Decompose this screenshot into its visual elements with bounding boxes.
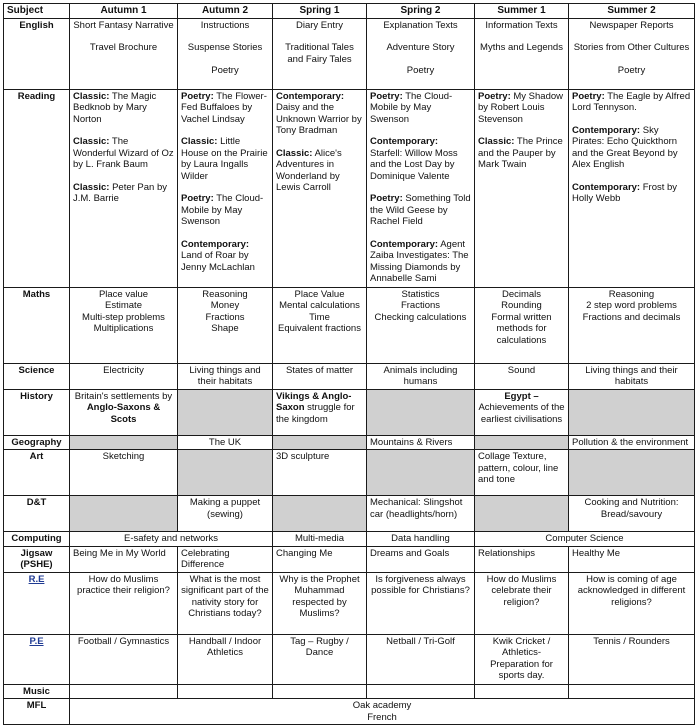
science-summer-1: Sound (475, 363, 569, 389)
maths-autumn-2: Reasoning Money Fractions Shape (178, 287, 273, 363)
reading-entry: Poetry: Something Told the Wild Geese by Rachel Field (370, 193, 471, 227)
row-dt (4, 496, 695, 532)
row-reading (4, 89, 695, 287)
pe-spring-1: Tag – Rugby / Dance (273, 634, 367, 684)
header-summer-2: Summer 2 (569, 4, 695, 19)
row-computing (4, 532, 695, 547)
history-autumn-1: Britain's settlements by Anglo-Saxons & Scots (70, 389, 178, 435)
subject-history: History (4, 389, 70, 435)
re-spring-1: Why is the Prophet Muhammad respected by Muslims? (273, 572, 367, 634)
re-summer-1: How do Muslims celebrate their religion? (475, 572, 569, 634)
english-autumn-2 (178, 18, 273, 89)
geography-autumn-2: The UK (178, 435, 273, 450)
maths-summer-2: Reasoning 2 step word problems Fractions and decimals (569, 287, 695, 363)
geography-spring-2: Mountains & Rivers (367, 435, 475, 450)
english-su2-item: Stories from Other Cultures (573, 42, 690, 53)
english-spring-2 (367, 18, 475, 89)
row-art (4, 450, 695, 496)
geography-spring-1-empty (273, 435, 367, 450)
reading-summer-2 (569, 89, 695, 287)
subject-music: Music (4, 684, 70, 699)
english-autumn-1 (70, 18, 178, 89)
jigsaw-spring-1: Changing Me (273, 546, 367, 572)
header-summer-1: Summer 1 (475, 4, 569, 19)
geography-autumn-1-empty (70, 435, 178, 450)
mfl-all-year: Oak academy French (70, 699, 695, 725)
english-su1-item: Myths and Legends (480, 42, 563, 53)
jigsaw-spring-2: Dreams and Goals (367, 546, 475, 572)
row-english (4, 18, 695, 89)
reading-entry: Classic: Peter Pan by J.M. Barrie (73, 181, 167, 204)
maths-summer-1: Decimals Rounding Formal written methods for calculations (475, 287, 569, 363)
header-subject: Subject (4, 4, 70, 19)
computing-spring-1: Multi-media (273, 532, 367, 547)
art-summer-2-empty (569, 450, 695, 496)
science-autumn-2: Living things and their habitats (178, 363, 273, 389)
music-autumn-1 (70, 684, 178, 699)
row-maths (4, 287, 695, 363)
music-summer-1 (475, 684, 569, 699)
english-s1-item: Traditional Tales and Fairy Tales (285, 42, 354, 65)
pe-autumn-1: Football / Gymnastics (70, 634, 178, 684)
subject-pe: P.E (4, 634, 70, 684)
row-re (4, 572, 695, 634)
subject-art: Art (4, 450, 70, 496)
subject-geography: Geography (4, 435, 70, 450)
science-spring-1: States of matter (273, 363, 367, 389)
subject-reading: Reading (4, 89, 70, 287)
row-mfl (4, 699, 695, 725)
re-summer-2: How is coming of age acknowledged in different religions? (569, 572, 695, 634)
reading-entry: Poetry: The Cloud-Mobile by May Swenson (370, 90, 453, 125)
row-pe (4, 634, 695, 684)
header-autumn-2: Autumn 2 (178, 4, 273, 19)
history-summer-2-empty (569, 389, 695, 435)
row-history (4, 389, 695, 435)
reading-entry: Classic: The Magic Bedknob by Mary Norton (73, 90, 157, 125)
reading-entry: Classic: The Prince and the Pauper by Mark Twain (478, 136, 563, 170)
reading-summer-1 (475, 89, 569, 287)
english-a2-item: Suspense Stories (187, 42, 263, 53)
english-spring-1 (273, 18, 367, 89)
jigsaw-autumn-1: Being Me in My World (70, 546, 178, 572)
history-spring-1: Vikings & Anglo-Saxon struggle for the kingdom (273, 389, 367, 435)
dt-autumn-2: Making a puppet (sewing) (178, 496, 273, 532)
header-autumn-1: Autumn 1 (70, 4, 178, 19)
english-summer-1 (475, 18, 569, 89)
history-summer-1: Egypt – Achievements of the earliest civilisations (475, 389, 569, 435)
row-music (4, 684, 695, 699)
subject-english: English (4, 18, 70, 89)
re-autumn-1: How do Muslims practice their religion? (70, 572, 178, 634)
reading-entry: Contemporary: Agent Zaiba Investigates: The Missing Diamonds by Annabelle Sami (370, 238, 469, 284)
subject-re: R.E (4, 572, 70, 634)
subject-science: Science (4, 363, 70, 389)
reading-entry: Classic: The Wonderful Wizard of Oz by L. Frank Baum (73, 136, 174, 170)
science-autumn-1: Electricity (70, 363, 178, 389)
computing-autumn: E-safety and networks (70, 532, 273, 547)
maths-spring-1: Place Value Mental calculations Time Equivalent fractions (273, 287, 367, 363)
dt-autumn-1-empty (70, 496, 178, 532)
subject-jigsaw: Jigsaw (PSHE) (4, 546, 70, 572)
reading-entry: Poetry: My Shadow by Robert Louis Stevenson (478, 90, 564, 125)
header-row (4, 4, 695, 19)
english-a2-item: Poetry (211, 64, 239, 76)
english-su2-item: Newspaper Reports (589, 19, 674, 31)
computing-summer: Computer Science (475, 532, 695, 547)
english-s2-item: Explanation Texts (383, 19, 458, 31)
english-a2-item: Instructions (200, 19, 250, 31)
reading-spring-1 (273, 89, 367, 287)
subject-maths: Maths (4, 287, 70, 363)
english-a1-item: Short Fantasy Narrative (73, 19, 174, 31)
jigsaw-summer-1: Relationships (475, 546, 569, 572)
reading-entry: Poetry: The Eagle by Alfred Lord Tennyson. (572, 90, 691, 113)
re-spring-2: Is forgiveness always possible for Christians? (367, 572, 475, 634)
maths-spring-2: Statistics Fractions Checking calculations (367, 287, 475, 363)
maths-autumn-1: Place value Estimate Multi-step problems Multiplications (70, 287, 178, 363)
reading-spring-2 (367, 89, 475, 287)
reading-autumn-1 (70, 89, 178, 287)
art-autumn-1: Sketching (70, 450, 178, 496)
history-autumn-2-empty (178, 389, 273, 435)
art-autumn-2-empty (178, 450, 273, 496)
english-s2-item: Adventure Story (386, 42, 455, 53)
dt-summer-1-empty (475, 496, 569, 532)
header-spring-2: Spring 2 (367, 4, 475, 19)
science-spring-2: Animals including humans (367, 363, 475, 389)
reading-entry: Contemporary: Daisy and the Unknown Warrior by Tony Bradman (276, 90, 362, 136)
english-summer-2 (569, 18, 695, 89)
computing-spring-2: Data handling (367, 532, 475, 547)
music-spring-2 (367, 684, 475, 699)
jigsaw-summer-2: Healthy Me (569, 546, 695, 572)
art-summer-1: Collage Texture, pattern, colour, line and tone (475, 450, 569, 496)
geography-summer-2: Pollution & the environment (569, 435, 695, 450)
dt-spring-1-empty (273, 496, 367, 532)
row-geography (4, 435, 695, 450)
subject-mfl: MFL (4, 699, 70, 725)
science-summer-2: Living things and their habitats (569, 363, 695, 389)
row-science (4, 363, 695, 389)
art-spring-2-empty (367, 450, 475, 496)
header-spring-1: Spring 1 (273, 4, 367, 19)
subject-dt: D&T (4, 496, 70, 532)
reading-entry: Contemporary: Frost by Holly Webb (572, 181, 678, 204)
reading-entry: Classic: Alice's Adventures in Wonderland by Lewis Carroll (276, 147, 342, 193)
english-s2-item: Poetry (406, 64, 435, 76)
english-a1-item: Travel Brochure (89, 42, 158, 53)
english-su1-item: Information Texts (485, 19, 558, 31)
pe-spring-2: Netball / Tri-Golf (367, 634, 475, 684)
history-spring-2-empty (367, 389, 475, 435)
reading-entry: Contemporary: Land of Roar by Jenny McLachlan (181, 238, 255, 273)
row-jigsaw (4, 546, 695, 572)
english-su2-item: Poetry (617, 64, 646, 76)
geography-summer-1-empty (475, 435, 569, 450)
art-spring-1: 3D sculpture (273, 450, 367, 496)
pe-summer-2: Tennis / Rounders (569, 634, 695, 684)
subject-computing: Computing (4, 532, 70, 547)
reading-entry: Poetry: The Cloud-Mobile by May Swenson (181, 193, 264, 227)
curriculum-table (3, 3, 695, 725)
reading-entry: Contemporary: Sky Pirates: Echo Quickthorn and the Great Beyond by Alex English (572, 124, 678, 170)
pe-autumn-2: Handball / Indoor Athletics (178, 634, 273, 684)
dt-spring-2: Mechanical: Slingshot car (headlights/horn) (367, 496, 475, 532)
pe-summer-1: Kwik Cricket / Athletics- Preparation for sports day. (475, 634, 569, 684)
reading-entry: Poetry: The Flower-Fed Buffaloes by Vachel Lindsay (181, 90, 267, 125)
jigsaw-autumn-2: Celebrating Difference (178, 546, 273, 572)
reading-entry: Contemporary: Starfell: Willow Moss and the Lost Day by Dominique Valente (370, 136, 458, 182)
english-s1-item: Diary Entry (296, 19, 343, 31)
music-autumn-2 (178, 684, 273, 699)
dt-summer-2: Cooking and Nutrition: Bread/savoury (569, 496, 695, 532)
re-autumn-2: What is the most significant part of the nativity story for Christians today? (178, 572, 273, 634)
reading-autumn-2 (178, 89, 273, 287)
reading-entry: Classic: Little House on the Prairie by Laura Ingalls Wilder (181, 136, 268, 182)
music-spring-1 (273, 684, 367, 699)
music-summer-2 (569, 684, 695, 699)
